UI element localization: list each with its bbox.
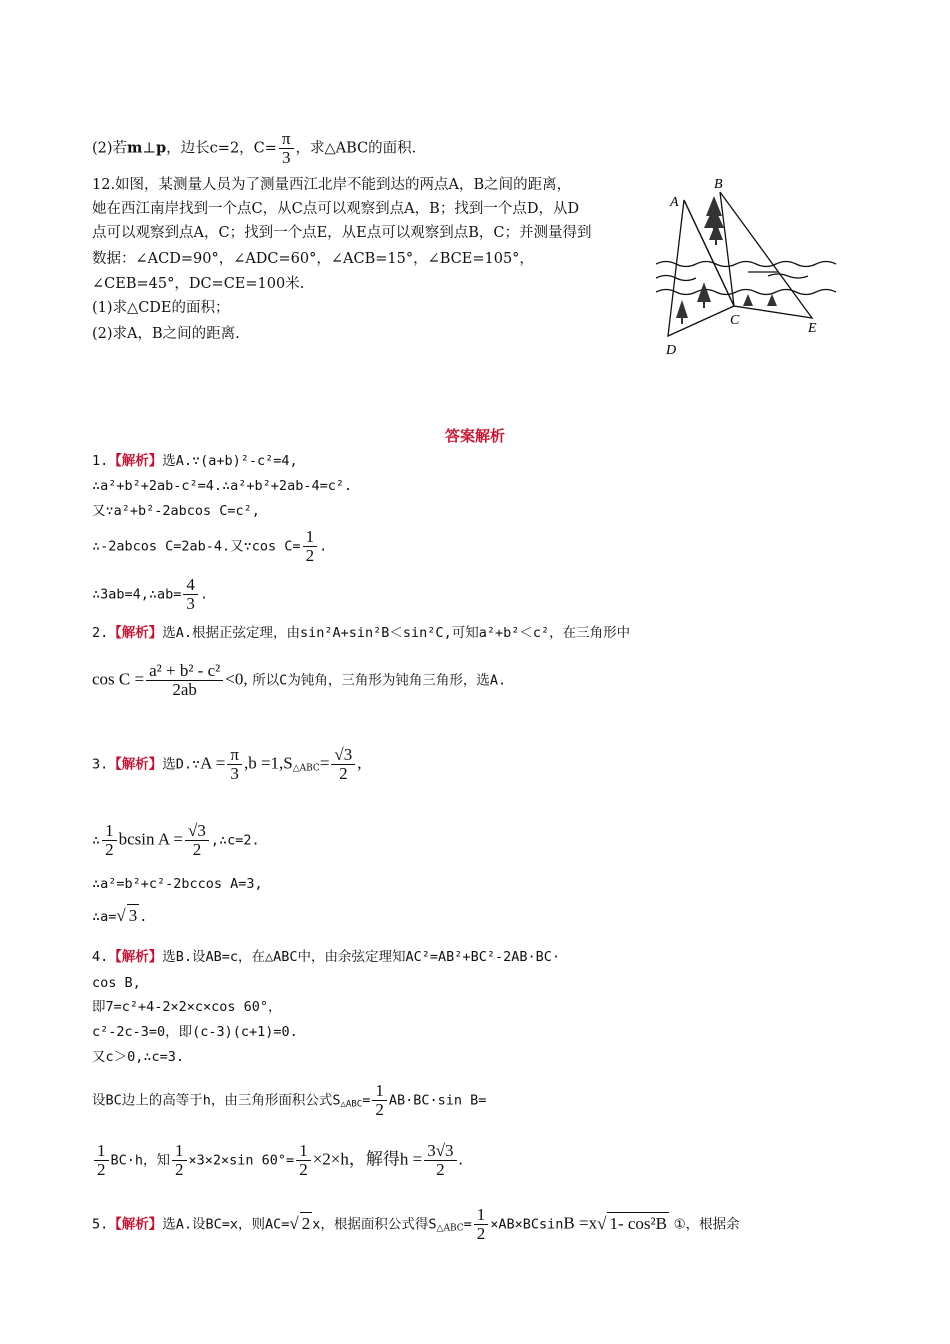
- frac-den: 2: [97, 1160, 106, 1179]
- ans-text: AB·BC·sin B=: [388, 1092, 487, 1109]
- frac-num: √3: [331, 746, 355, 765]
- ans4-line1: [92, 946, 560, 968]
- frac-den: 3: [281, 148, 291, 167]
- fraction: [227, 746, 242, 783]
- ans5-line1: 5.【解析】选A.设BC=x，则AC=√ 2 x，根据面积公式得$S_{\triangle ABC}=$ $\frac{1}{2}$ ×AB×BCsinB =x√ 1- cos²B ①，根据余: [92, 1205, 740, 1243]
- ans2-line1: [92, 622, 630, 644]
- answer-title: 答案解析: [444, 427, 505, 445]
- ans-text: ∴-2abcos C=2ab-4.又∵cos C=: [92, 538, 301, 555]
- math: =: [319, 753, 330, 773]
- fraction: [372, 1082, 387, 1119]
- ans-text: ×3×2×sin 60°=: [188, 1152, 295, 1169]
- ans2-line2: [92, 662, 506, 699]
- math: ,b =1,S: [243, 753, 293, 773]
- fraction: [279, 130, 294, 167]
- label-d: D: [666, 343, 677, 358]
- frac-den: 2: [476, 1224, 486, 1243]
- frac-den: 3: [186, 594, 195, 613]
- frac-den: 2: [192, 840, 202, 859]
- ans-num: 1.: [92, 453, 109, 469]
- frac-den: 2ab: [172, 680, 197, 699]
- fraction: [146, 662, 223, 699]
- ans1-line3: 又∵a²+b²-2abcos C=c²,: [92, 503, 260, 519]
- ans-num: 4.: [92, 949, 109, 965]
- frac-den: 2: [299, 1160, 308, 1179]
- ans-text: 选D.∵: [162, 756, 201, 773]
- ans-text: ,∴c=2.: [210, 832, 260, 849]
- q11-text: (2)若: [92, 140, 128, 157]
- ans1-line1: [92, 450, 298, 472]
- frac-den: 2: [339, 764, 348, 783]
- frac-den: 2: [375, 1100, 384, 1119]
- ans-text: ×AB×BCsin: [490, 1216, 564, 1233]
- river-wave: [656, 276, 696, 281]
- ans3-line3: ∴a²=b²+c²-2bccos A=3,: [92, 876, 263, 892]
- ans-text: 选A.∵(a+b)²-c²=4,: [162, 453, 298, 469]
- ans-text: BC·h，知: [110, 1152, 171, 1169]
- ans-text: x，根据面积公式得S: [312, 1216, 437, 1233]
- math: B =x: [563, 1213, 598, 1233]
- ans-num: 3.: [92, 756, 109, 773]
- ans-text: 所以C为钝角，三角形为钝角三角形，选A.: [252, 672, 507, 689]
- ans3-line1: [92, 746, 362, 783]
- analysis-tag: 【解析】: [108, 756, 163, 773]
- q11-part2: [92, 130, 416, 167]
- frac-den: 2: [305, 546, 315, 565]
- ans-text: ①，根据余: [673, 1216, 740, 1233]
- fraction: [331, 746, 355, 783]
- river-bank-south: [656, 290, 836, 295]
- subscript: △ABC: [340, 1099, 363, 1110]
- subscript: △ABC: [292, 763, 320, 774]
- q11-text: ，求△ABC的面积.: [295, 140, 417, 157]
- q12-line: (1)求△CDE的面积；: [92, 300, 230, 316]
- frac-den: 3: [230, 764, 239, 783]
- river-wave: [768, 274, 808, 278]
- ans3-line2: [92, 822, 260, 859]
- ans4-line5: 又c＞0,∴c=3.: [92, 1049, 185, 1065]
- river-figure: [648, 172, 838, 358]
- q12-line: 点可以观察到点A，C；找到一个点E，从E点可以观察到点B，C；并测量得到: [92, 225, 592, 241]
- sqrt-radicand: 2: [301, 1213, 311, 1233]
- frac-num: 3√3: [424, 1142, 456, 1161]
- ans-text: .: [139, 909, 148, 925]
- math: ×2×h，解得h =: [312, 1149, 423, 1169]
- frac-num: 1: [372, 1082, 387, 1101]
- frac-num: 1: [296, 1142, 311, 1161]
- fraction: [474, 1206, 489, 1243]
- frac-num: 1: [474, 1206, 489, 1225]
- subscript: △ABC: [436, 1223, 464, 1234]
- q11-text: ，边长c=2，C=: [166, 140, 277, 157]
- q12-line: (2)求A，B之间的距离.: [92, 326, 240, 342]
- frac-num: a² + b² - c²: [146, 662, 223, 681]
- ans-text: .: [199, 586, 209, 603]
- ans1-line2: ∴a²+b²+2ab-c²=4.∴a²+b²+2ab-4=c².: [92, 478, 353, 494]
- fraction: [172, 1142, 187, 1179]
- label-b: B: [714, 177, 723, 192]
- math: cos C =: [92, 669, 145, 689]
- frac-num: 1: [102, 822, 117, 841]
- ans-text: .: [319, 538, 328, 555]
- ans4-line3: 即7=c²+4-2×2×c×cos 60°，: [92, 999, 282, 1015]
- vector-m: m: [127, 139, 143, 157]
- fraction: [183, 576, 198, 613]
- ans1-line5: [92, 576, 208, 613]
- ans-text: =: [362, 1092, 371, 1109]
- frac-den: 2: [105, 840, 114, 859]
- frac-num: 1: [303, 528, 318, 547]
- math: <0,: [225, 669, 248, 689]
- river-bank-north: [656, 262, 836, 267]
- ans-text: 选B.设AB=c，在△ABC中，由余弦定理知AC²=AB²+BC²-2AB·BC·: [162, 949, 560, 965]
- triangle-bce: [720, 192, 812, 318]
- analysis-tag: 【解析】: [108, 1216, 163, 1233]
- frac-num: 1: [94, 1142, 109, 1161]
- label-c: C: [730, 313, 740, 328]
- analysis-tag: 【解析】: [108, 949, 163, 965]
- ans3-line4: ∴a=√ 3 .: [92, 906, 148, 925]
- ans-text: 选A.根据正弦定理，由sin²A+sin²B＜sin²C,可知a²+b²＜c²，在三角形中: [162, 625, 631, 641]
- fraction: [102, 822, 117, 859]
- frac-num: 1: [172, 1142, 187, 1161]
- ans-text: 选A.设BC=x，则AC=: [162, 1216, 290, 1233]
- fraction: [185, 822, 209, 859]
- math: bcsin A =: [118, 829, 184, 849]
- math: ,: [357, 753, 362, 773]
- ans4-line4: c²-2c-3=0，即(c-3)(c+1)=0.: [92, 1024, 298, 1040]
- q12-line: ∠CEB=45°，DC=CE=100米.: [92, 276, 305, 292]
- math: .: [458, 1149, 463, 1169]
- ans-num: 2.: [92, 625, 109, 641]
- ans-text: 设BC边上的高等于h，由三角形面积公式S: [92, 1092, 341, 1109]
- q12-line: 她在西江南岸找到一个点C，从C点可以观察到点A，B；找到一个点D，从D: [92, 201, 580, 217]
- analysis-tag: 【解析】: [108, 625, 163, 641]
- frac-den: 2: [175, 1160, 184, 1179]
- sqrt-radicand: 1- cos²B: [609, 1213, 667, 1233]
- perp-symbol: ⊥: [142, 140, 157, 157]
- fraction: [94, 1142, 109, 1179]
- frac-num: π: [279, 130, 294, 149]
- math: A =: [200, 753, 226, 773]
- frac-num: √3: [185, 822, 209, 841]
- ans-text: ∴: [92, 832, 101, 849]
- frac-den: 2: [436, 1160, 445, 1179]
- fraction: [424, 1142, 456, 1179]
- analysis-tag: 【解析】: [108, 453, 163, 469]
- ans4-line6: [92, 1082, 486, 1119]
- ans-text: =: [463, 1216, 472, 1233]
- frac-num: π: [227, 746, 242, 765]
- fraction: [296, 1142, 311, 1179]
- frac-num: 4: [183, 576, 198, 595]
- q12-line: 数据：∠ACD=90°，∠ADC=60°，∠ACB=15°，∠BCE=105°，: [92, 251, 534, 267]
- vector-p: p: [156, 139, 167, 157]
- ans1-line4: [92, 528, 327, 565]
- ans4-line7: [92, 1142, 463, 1179]
- ans-text: ∴a=: [92, 909, 117, 925]
- fraction: [303, 528, 318, 565]
- q12-line: 12.如图，某测量人员为了测量西江北岸不能到达的两点A，B之间的距离，: [92, 177, 572, 193]
- ans-num: 5.: [92, 1216, 109, 1233]
- ans-text: ∴3ab=4,∴ab=: [92, 586, 182, 603]
- label-e: E: [808, 321, 817, 336]
- label-a: A: [670, 195, 679, 210]
- ans4-line2: cos B,: [92, 975, 141, 991]
- sqrt-radicand: 3: [128, 906, 138, 925]
